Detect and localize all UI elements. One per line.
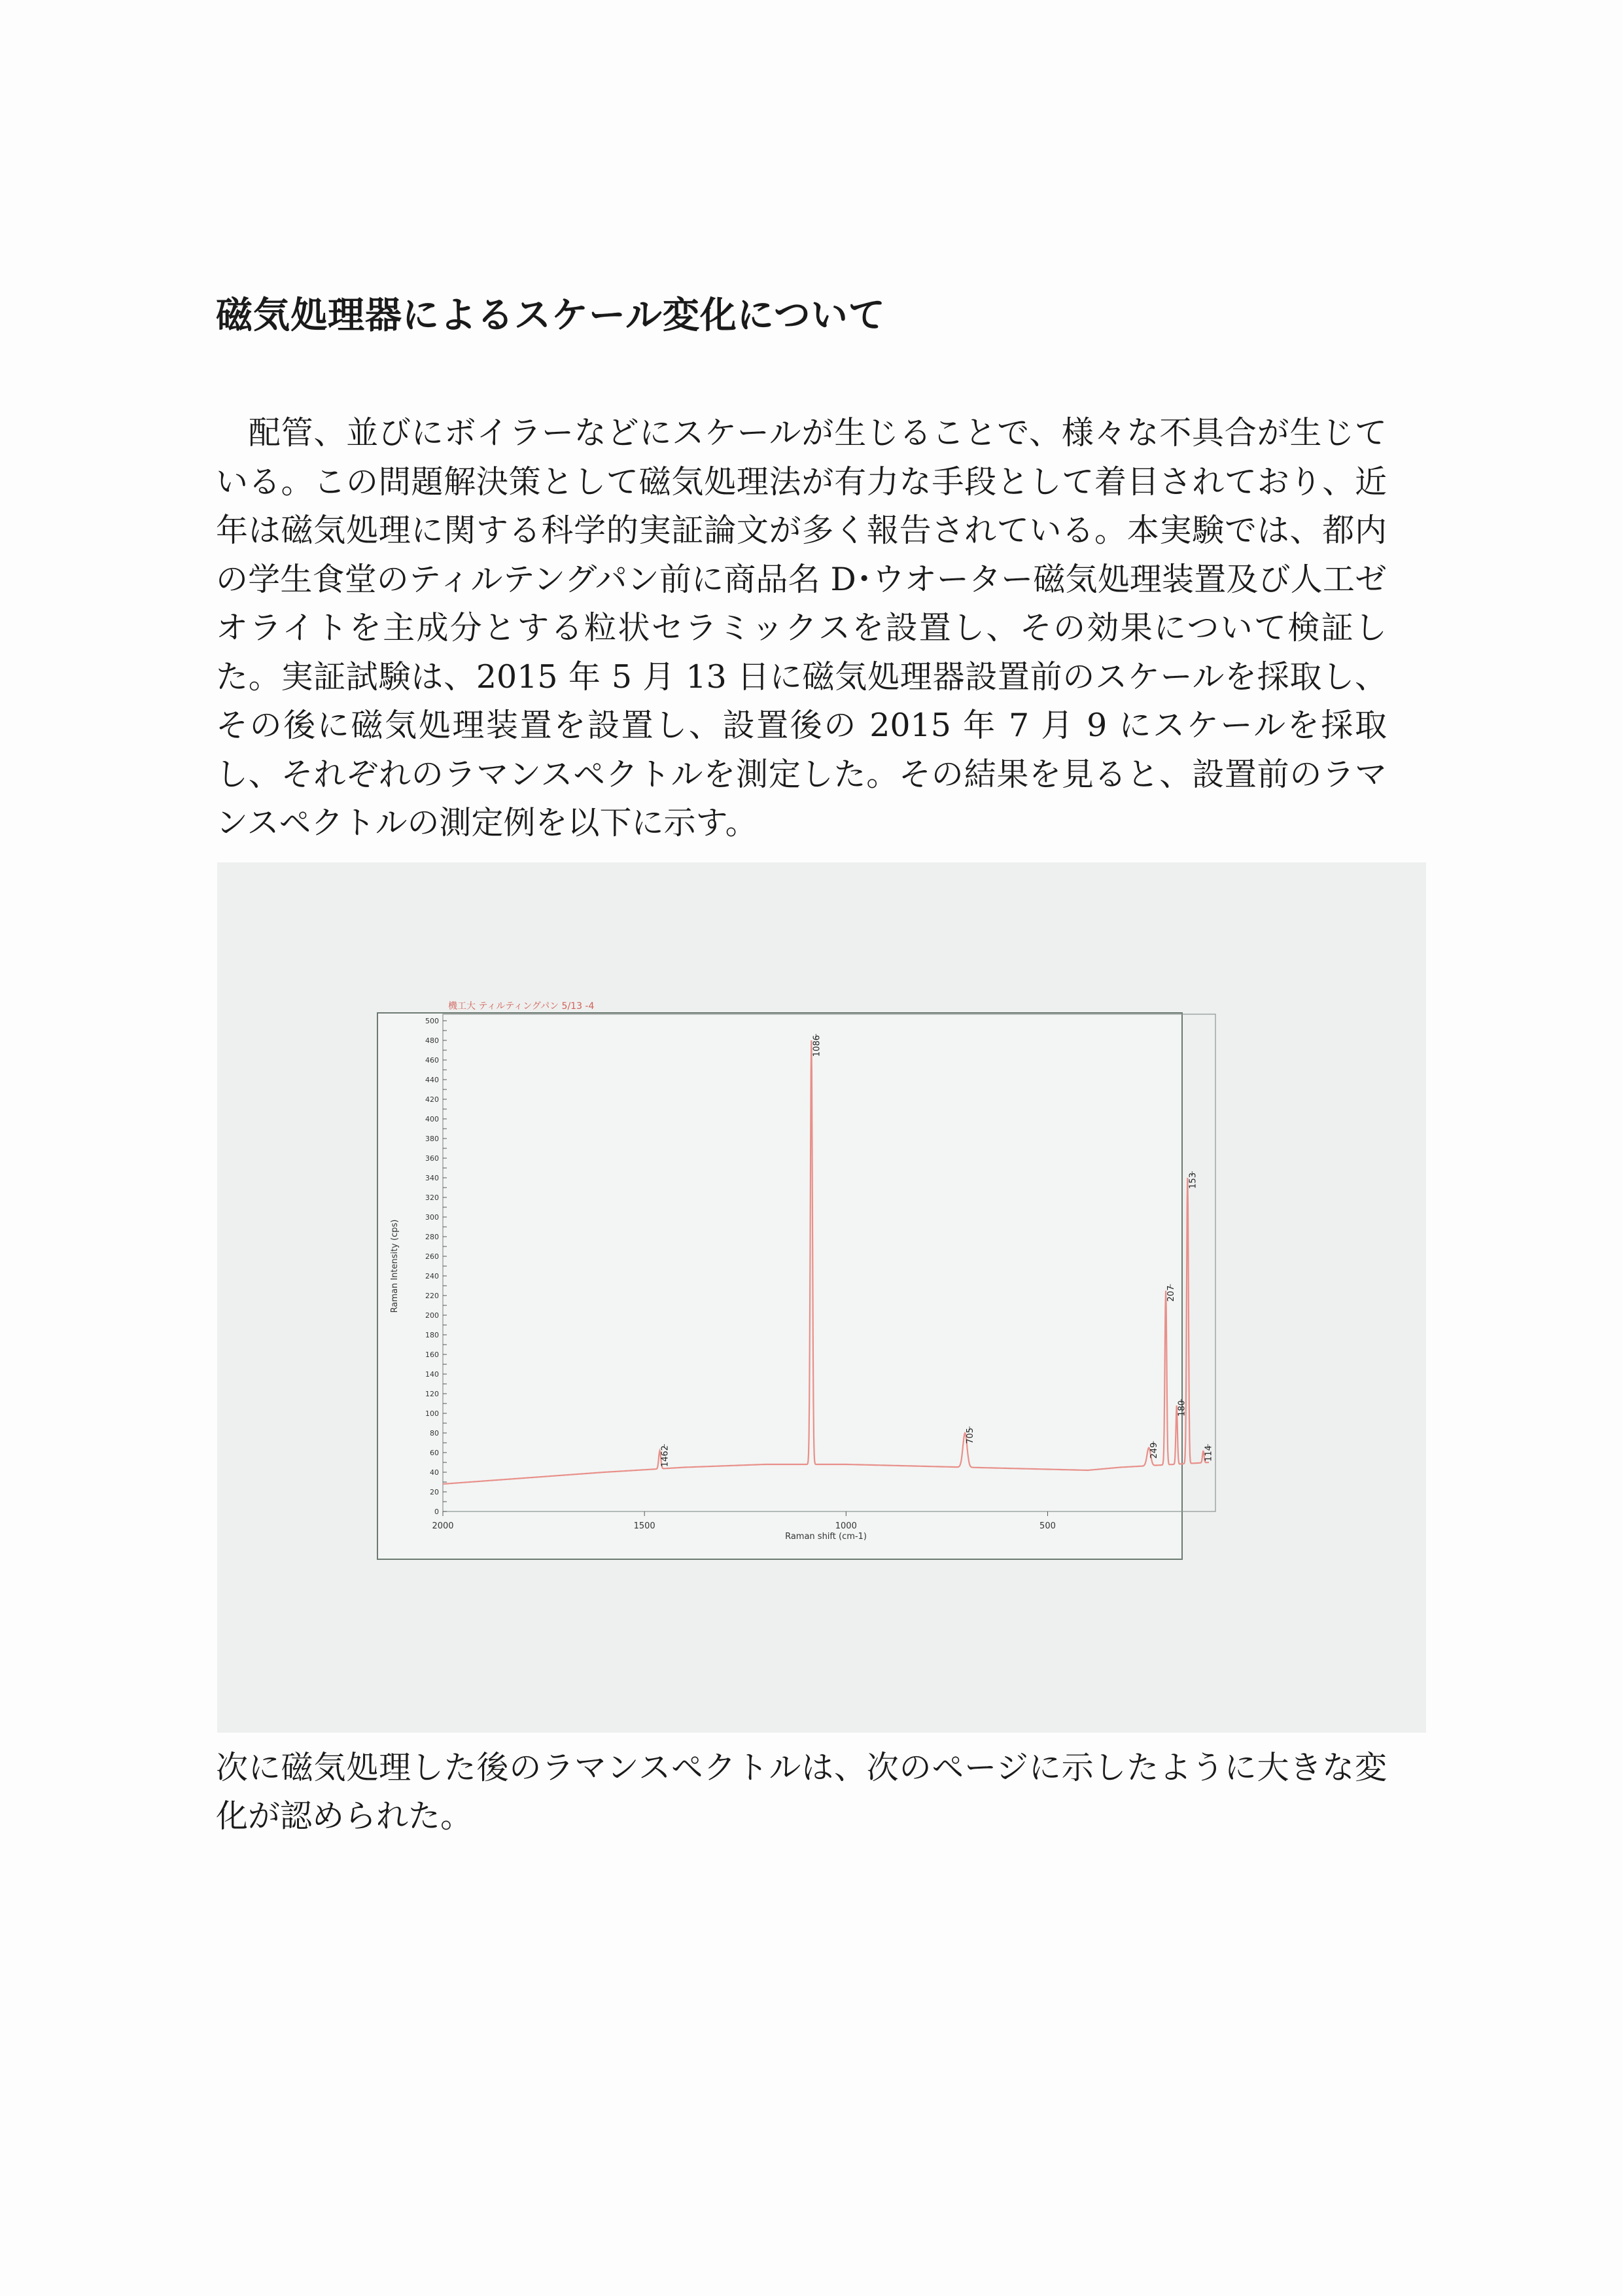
intro-paragraph [216,409,1387,848]
raman-spectrum-chart [217,862,1426,1733]
peak-label: 180 [1177,1400,1187,1417]
y-tick-label: 60 [430,1449,439,1457]
peak-label: 207 [1166,1285,1177,1302]
raman-spectrum-figure [217,862,1426,1733]
y-tick-label: 160 [425,1351,439,1359]
y-tick-label: 180 [425,1331,439,1339]
y-tick-label: 40 [430,1468,439,1477]
y-tick-label: 20 [430,1488,439,1496]
y-tick-label: 200 [425,1311,439,1320]
y-tick-label: 220 [425,1292,439,1300]
chart-title: 機工大 ティルティングパン 5/13 -4 [448,1001,595,1012]
y-tick-label: 340 [425,1174,439,1182]
peak-label: 1462 [660,1445,671,1468]
peak-label: 153 [1188,1173,1198,1189]
x-tick-label: 1500 [633,1521,655,1531]
peak-label: 114 [1204,1445,1214,1462]
y-tick-label: 100 [425,1409,439,1418]
y-tick-label: 0 [434,1508,439,1516]
x-axis-label: Raman shift (cm-1) [785,1532,867,1542]
x-tick-label: 500 [1039,1521,1056,1531]
y-tick-label: 240 [425,1272,439,1280]
y-tick-label: 320 [425,1193,439,1202]
peak-label: 249 [1149,1442,1160,1459]
y-tick-label: 440 [425,1076,439,1084]
y-tick-label: 140 [425,1370,439,1379]
x-tick-label: 2000 [432,1521,454,1531]
y-tick-label: 280 [425,1233,439,1241]
y-axis-label: Raman Intensity (cps) [390,1219,400,1313]
y-tick-label: 420 [425,1095,439,1104]
y-tick-label: 360 [425,1154,439,1163]
y-tick-label: 380 [425,1135,439,1143]
y-tick-label: 480 [425,1036,439,1045]
chart-frame [377,1013,1182,1559]
y-tick-label: 400 [425,1115,439,1123]
document-title: 磁気処理器によるスケール変化について [216,294,886,337]
y-tick-label: 300 [425,1213,439,1222]
conclusion-paragraph: 次に磁気処理した後のラマンスペクトルは、次のページに示したように大きな変化が認められた。 [216,1749,1387,1835]
x-tick-label: 1000 [835,1521,857,1531]
y-tick-label: 120 [425,1390,439,1398]
y-tick-label: 260 [425,1252,439,1261]
y-tick-label: 460 [425,1056,439,1065]
y-tick-label: 80 [430,1429,439,1438]
peak-label: 1086 [812,1035,822,1057]
y-tick-label: 500 [425,1017,439,1025]
intro-paragraph-text: 配管、並びにボイラーなどにスケールが生じることで、様々な不具合が生じている。この問題解決策として磁気処理法が有力な手段として着目されており、近年は磁気処理に関する科学的実証論文が多く報告されている。本実験では、都内の学生食堂のティルテングパン前に商品名 D･ウオーター磁気処理装置及び人工ゼオライトを主成分とする粒状セラミックスを設置し、その効果について検証した。実証試験は、2015 年 5 月 13 日に磁気処理器設置前のスケールを採取し、その後に磁気処理装置を設置し、設置後の 2015 年 7 月 9 にスケールを採取し、それぞれのラマンスペクトルを測定した。その結果を見ると、設置前のラマンスペクトルの測定例を以下に示す。 [216,414,1387,841]
peak-label: 705 [966,1428,976,1444]
